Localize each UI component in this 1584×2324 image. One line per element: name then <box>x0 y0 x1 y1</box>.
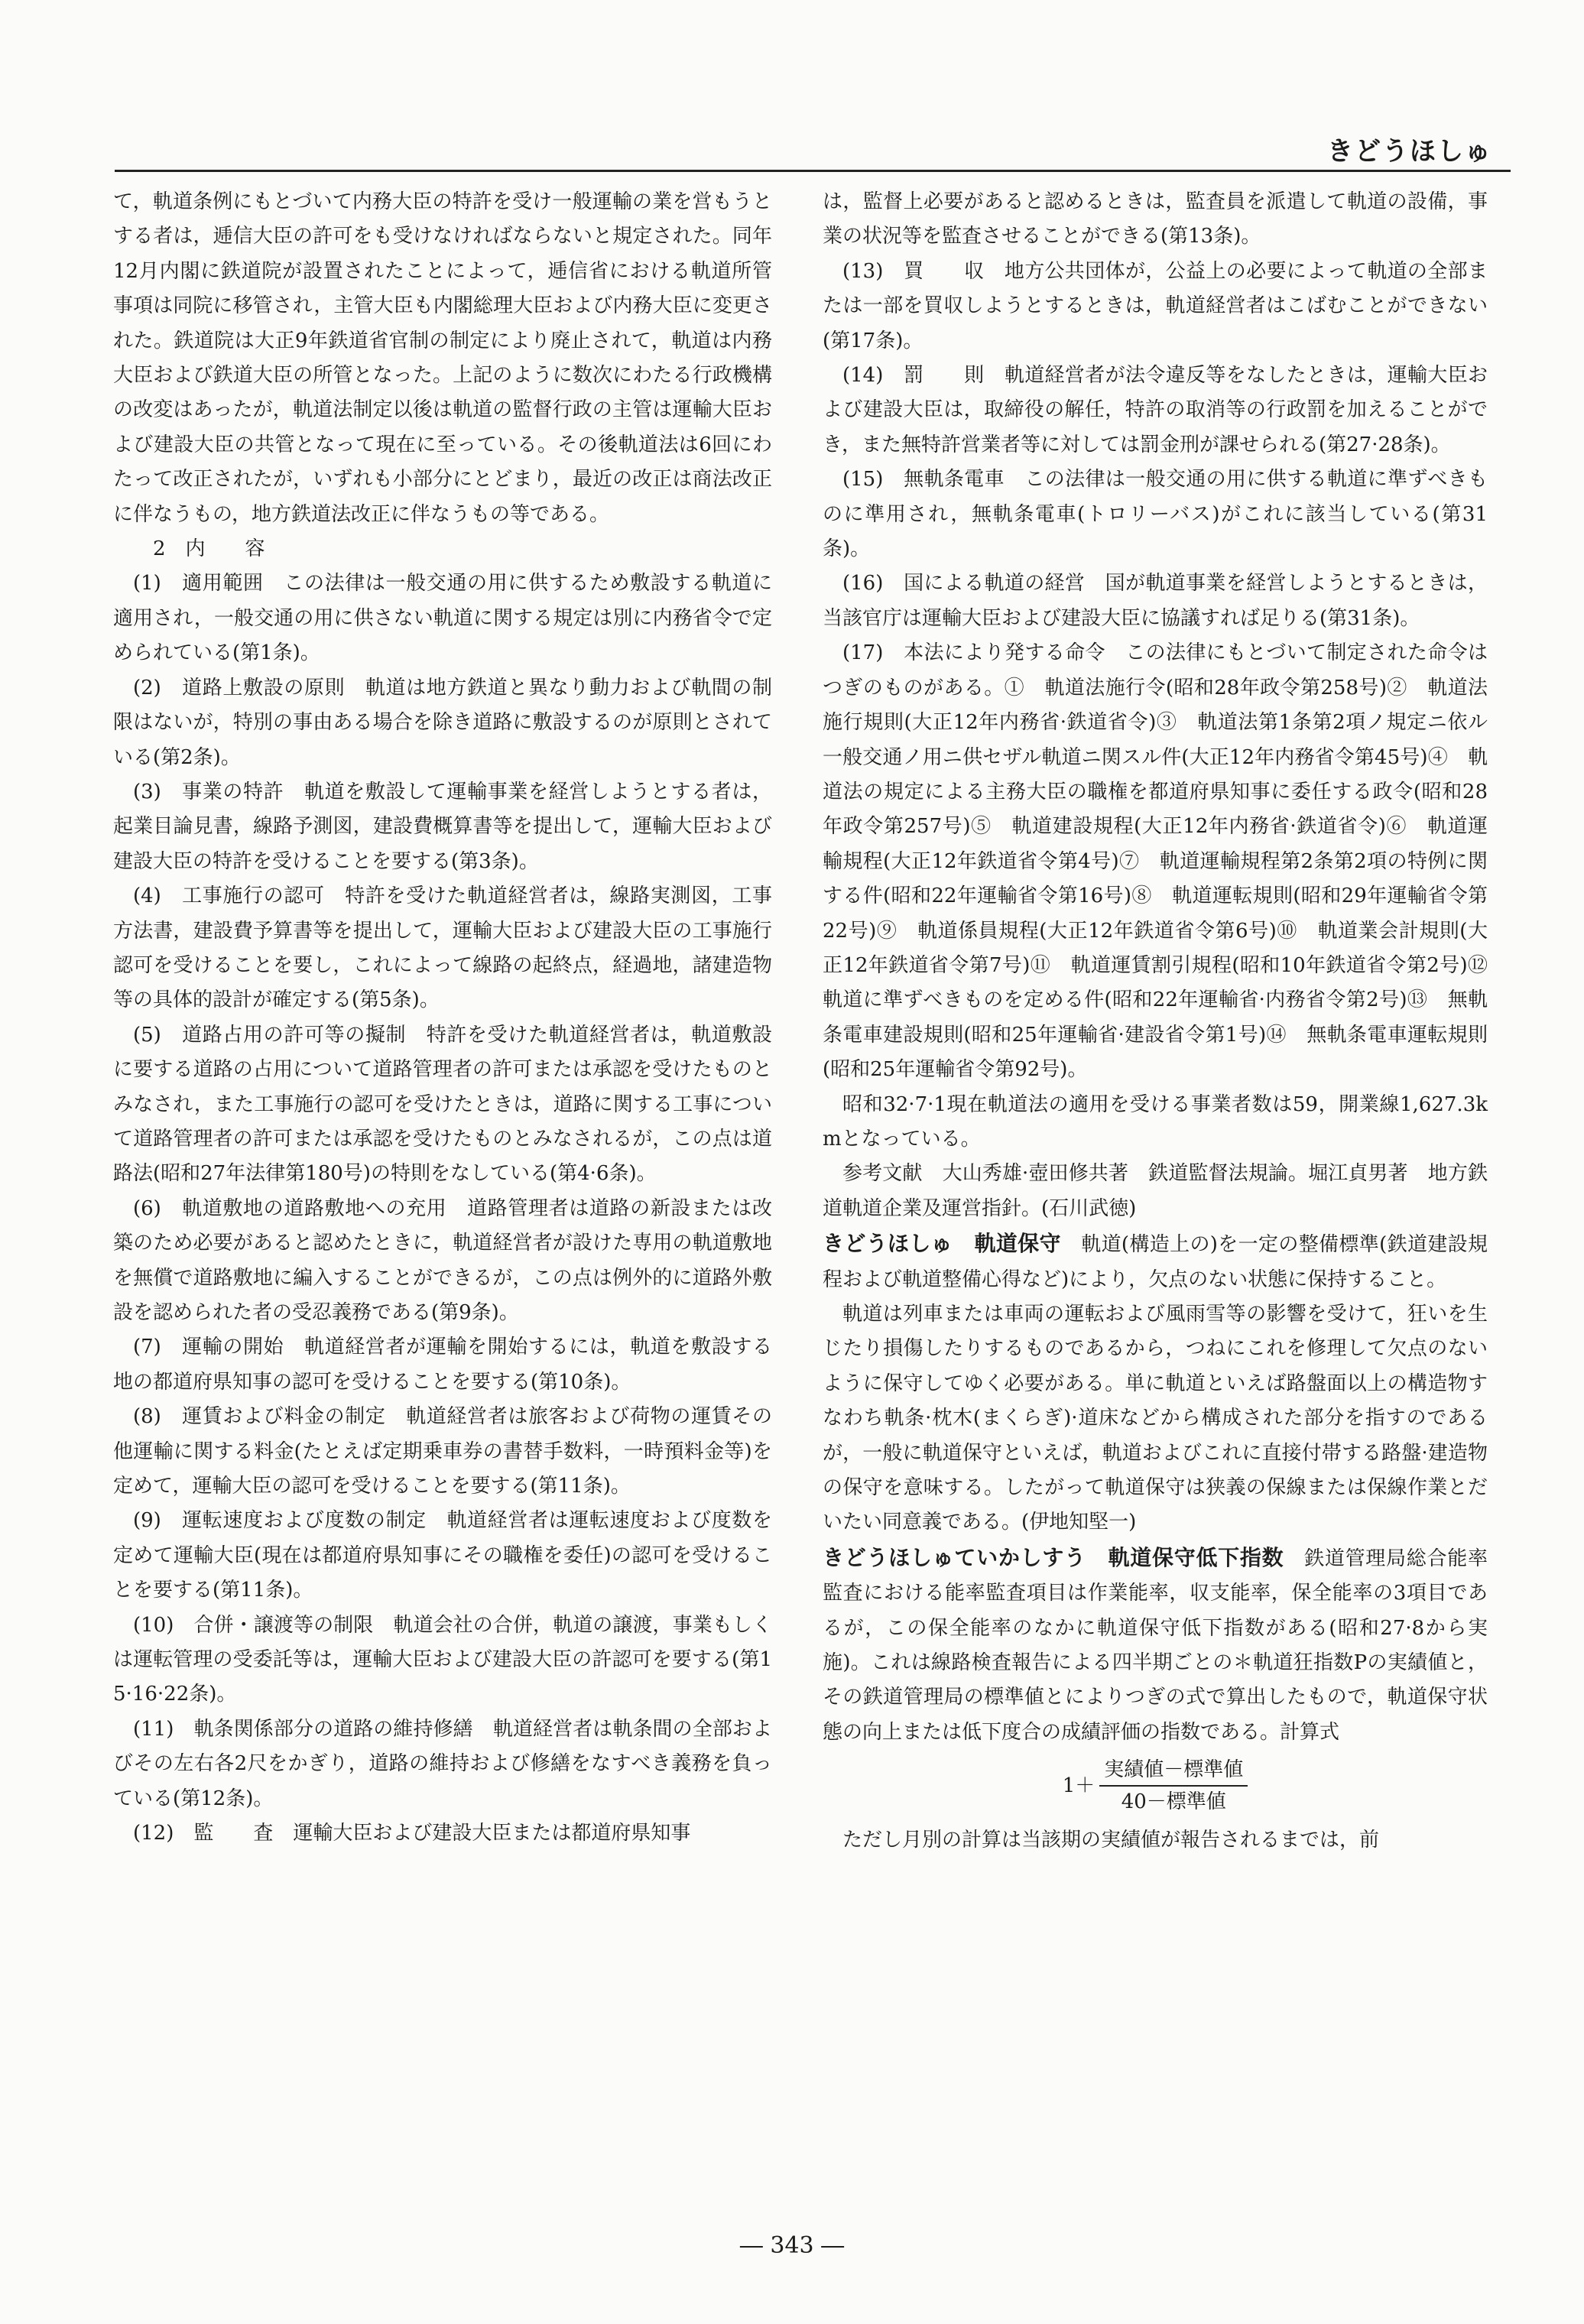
entry-kidouhoshu-teika-shisuu <box>823 1540 1488 1750</box>
left-column <box>113 185 772 1852</box>
list-item: (4) 工事施行の認可 特許を受けた軌道経営者は，線路実測図，工事方法書，建設費予算書等を提出して，運輸大臣および建設大臣の工事施行認可を受けることを要し，これによって線路の起終点，経過地，諸建造物等の具体的設計が確定する(第5条)。 <box>113 884 772 1012</box>
list-item: (16) 国による軌道の経営 国が軌道事業を経営しようとするときは，当該官庁は運輸大臣および建設大臣に協議すれば足りる(第31条)。 <box>823 572 1488 630</box>
entry-body: 軌道は列車または車両の運転および風雨雪等の影響を受けて，狂いを生じたり損傷したりするものであるから，つねにこれを修理して欠点のないように保守してゆく必要がある。単に軌道といえば路盤面以上の構造物すなわち軌条·枕木(まくらぎ)·道床などから構成された部分を指すのであるが，一般に軌道保守といえば，軌道およびこれに直接付帯する路盤·建造物の保守を意味する。したがって軌道保守は狭義の保線または保線作業とだいたい同意義である。(伊地知堅一) <box>823 1303 1488 1534</box>
right-column <box>823 185 1508 1858</box>
formula-fraction <box>1099 1754 1248 1817</box>
statistics-paragraph: 昭和32·7·1現在軌道法の適用を受ける事業者数は59，開業線1,627.3kmとなっている。 <box>823 1092 1488 1151</box>
list-item: (7) 運輸の開始 軌道経営者が運輸を開始するには，軌道を敷設する地の都道府県知事の認可を受けることを要する(第10条)。 <box>113 1336 772 1394</box>
section-title: 2 内 容 <box>153 537 265 561</box>
entry-lead: 鉄道管理局総合能率監査における能率監査項目は作業能率，収支能率，保全能率の3項目であるが，この保全能率のなかに軌道保守低下指数がある(昭和27·8から実施)。これは線路検査報告による四半期ごとの＊軌道狂指数Pの実績値と，その鉄道管理局の標準値とによりつぎの式で算出したもので，軌道保守状態の向上または低下度合の成績評価の指数である。計算式 <box>823 1547 1488 1744</box>
intro-paragraph: て，軌道条例にもとづいて内務大臣の特許を受け一般運輸の業を営もうとする者は，逓信大臣の許可をも受けなければならないと規定された。同年12月内閣に鉄道院が設置されたことによって，逓信省における軌道所管事項は同院に移管され，主管大臣も内閣総理大臣および内務大臣に変更された。鉄道院は大正9年鉄道省官制の制定により廃止されて，軌道は内務大臣および鉄道大臣の所管となった。上記のように数次にわたる行政機構の改変はあったが，軌道法制定以後は軌道の監督行政の主管は運輸大臣および建設大臣の共管となって現在に至っている。その後軌道法は6回にわたって改正されたが，いずれも小部分にとどまり，最近の改正は商法改正に伴なうもの，地方鉄道法改正に伴なうもの等である。 <box>113 190 772 526</box>
references-paragraph: 参考文献 大山秀雄·壺田修共著 鉄道監督法規論。堀江貞男著 地方鉄道軌道企業及運営指針。(石川武徳) <box>823 1162 1488 1220</box>
header-rule <box>115 170 1511 172</box>
list-item: (5) 道路占用の許可等の擬制 特許を受けた軌道経営者は，軌道敷設に要する道路の占用について道路管理者の許可または承認を受けたものとみなされ，また工事施行の認可を受けたときは，道路に関する工事について道路管理者の許可または承認を受けたものとみなされるが，この点は道路法(昭和27年法律第180号)の特則をなしている(第4·6条)。 <box>113 1023 772 1186</box>
entry-kidouhoshu <box>823 1226 1488 1297</box>
entry-tail: ただし月別の計算は当該期の実績値が報告されるまでは，前 <box>842 1829 1380 1852</box>
list-item: (10) 合併・譲渡等の制限 軌道会社の合併，軌道の譲渡，事業もしくは運転管理の受委託等は，運輸大臣および建設大臣の許認可を要する(第15·16·22条)。 <box>113 1613 772 1706</box>
page-number: ― 343 ― <box>739 2232 845 2259</box>
list-item: (11) 軌条関係部分の道路の維持修繕 軌道経営者は軌条間の全部およびその左右各2尺をかぎり，道路の維持および修繕をなすべき義務を負っている(第12条)。 <box>113 1717 772 1810</box>
list-item: (15) 無軌条電車 この法律は一般交通の用に供する軌道に準ずべきものに準用され，無軌条電車(トロリーバス)がこれに該当している(第31条)。 <box>823 468 1488 561</box>
list-item: (13) 買 収 地方公共団体が，公益上の必要によって軌道の全部または一部を買収しようとするときは，軌道経営者はこばむことができない(第17条)。 <box>823 259 1488 352</box>
list-item: (3) 事業の特許 軌道を敷設して運輸事業を経営しようとする者は，起業目論見書，線路予測図，建設費概算書等を提出して，運輸大臣および建設大臣の特許を受けることを要する(第3条)。 <box>113 780 772 873</box>
entry-lead: 軌道(構造上の)を一定の整備標準(鉄道建設規程および軌道整備心得など)により，欠点のない状態に保持すること。 <box>823 1233 1488 1291</box>
list-item: (8) 運賃および料金の制定 軌道経営者は旅客および荷物の運賃その他運輸に関する料金(たとえば定期乗車券の書替手数料，一時預料金等)を定めて，運輸大臣の認可を受けることを要する(第11条)。 <box>113 1405 772 1498</box>
list-item: (12) 監 査 運輸大臣および建設大臣または都道府県知事 <box>133 1822 691 1845</box>
formula-denominator: 40－標準値 <box>1121 1790 1226 1814</box>
list-item: (17) 本法により発する命令 この法律にもとづいて制定された命令はつぎのものがある。① 軌道法施行令(昭和28年政令第258号)② 軌道法施行規則(大正12年内務省·鉄道省令)③ 軌道法第1条第2項ノ規定ニ依ル一般交通ノ用ニ供セザル軌道ニ関スル件(大正12年内務省令第45号)④ 軌道法の規定による主務大臣の職権を都道府県知事に委任する政令(昭和28年政令第257号)⑤ 軌道建設規程(大正12年内務省·鉄道省令)⑥ 軌道運輸規程(大正12年鉄道省令第4号)⑦ 軌道運輸規程第2条第2項の特例に関する件(昭和22年運輸省令第16号)⑧ 軌道運転規則(昭和29年運輸省令第22号)⑨ 軌道係員規程(大正12年鉄道省令第6号)⑩ 軌道業会計規則(大正12年鉄道省令第7号)⑪ 軌道運賃割引規程(昭和10年鉄道省令第2号)⑫ 軌道に準ずべきものを定める件(昭和22年運輸省·内務省令第2号)⑬ 無軌条電車建設規則(昭和25年運輸省·建設省令第1号)⑭ 無軌条電車運転規則(昭和25年運輸省令第92号)。 <box>823 641 1508 1082</box>
list-item: (6) 軌道敷地の道路敷地への充用 道路管理者は道路の新設または改築のため必要があると認めたときに，軌道経営者が設けた専用の軌道敷地を無償で道路敷地に編入することができるが，この点は例外的に道路外敷設を認められた者の受忍義務である(第9条)。 <box>113 1196 772 1324</box>
formula-numerator: 実績値－標準値 <box>1099 1754 1248 1787</box>
list-item: (1) 適用範囲 この法律は一般交通の用に供するため敷設する軌道に適用され，一般交通の用に供さない軌道に関する規定は別に内務省令で定められている(第1条)。 <box>113 572 772 665</box>
list-item: (14) 罰 則 軌道経営者が法令違反等をなしたときは，運輸大臣および建設大臣は，取締役の解任，特許の取消等の行政罰を加えることができ，また無特許営業者等に対しては罰金刑が課せられる(第27·28条)。 <box>823 364 1488 456</box>
running-header-index-word: きどうほしゅ <box>1327 136 1492 167</box>
entry-headword: きどうほしゅ 軌道保守 <box>823 1231 1061 1257</box>
list-item: (2) 道路上敷設の原則 軌道は地方鉄道と異なり動力および軌間の制限はないが，特別の事由ある場合を除き道路に敷設するのが原則とされている(第2条)。 <box>113 676 772 769</box>
formula-prefix: 1＋ <box>1062 1774 1095 1797</box>
entry-headword: きどうほしゅていかしすう 軌道保守低下指数 <box>823 1544 1284 1570</box>
formula <box>823 1754 1488 1817</box>
list-item: (9) 運転速度および度数の制定 軌道経営者は運転速度および度数を定めて運輸大臣(現在は都道府県知事にその職権を委任)の認可を受けることを要する(第11条)。 <box>113 1509 772 1602</box>
continued-paragraph: は，監督上必要があると認めるときは，監査員を派遣して軌道の設備，事業の状況等を監査させることができる(第13条)。 <box>823 190 1488 248</box>
